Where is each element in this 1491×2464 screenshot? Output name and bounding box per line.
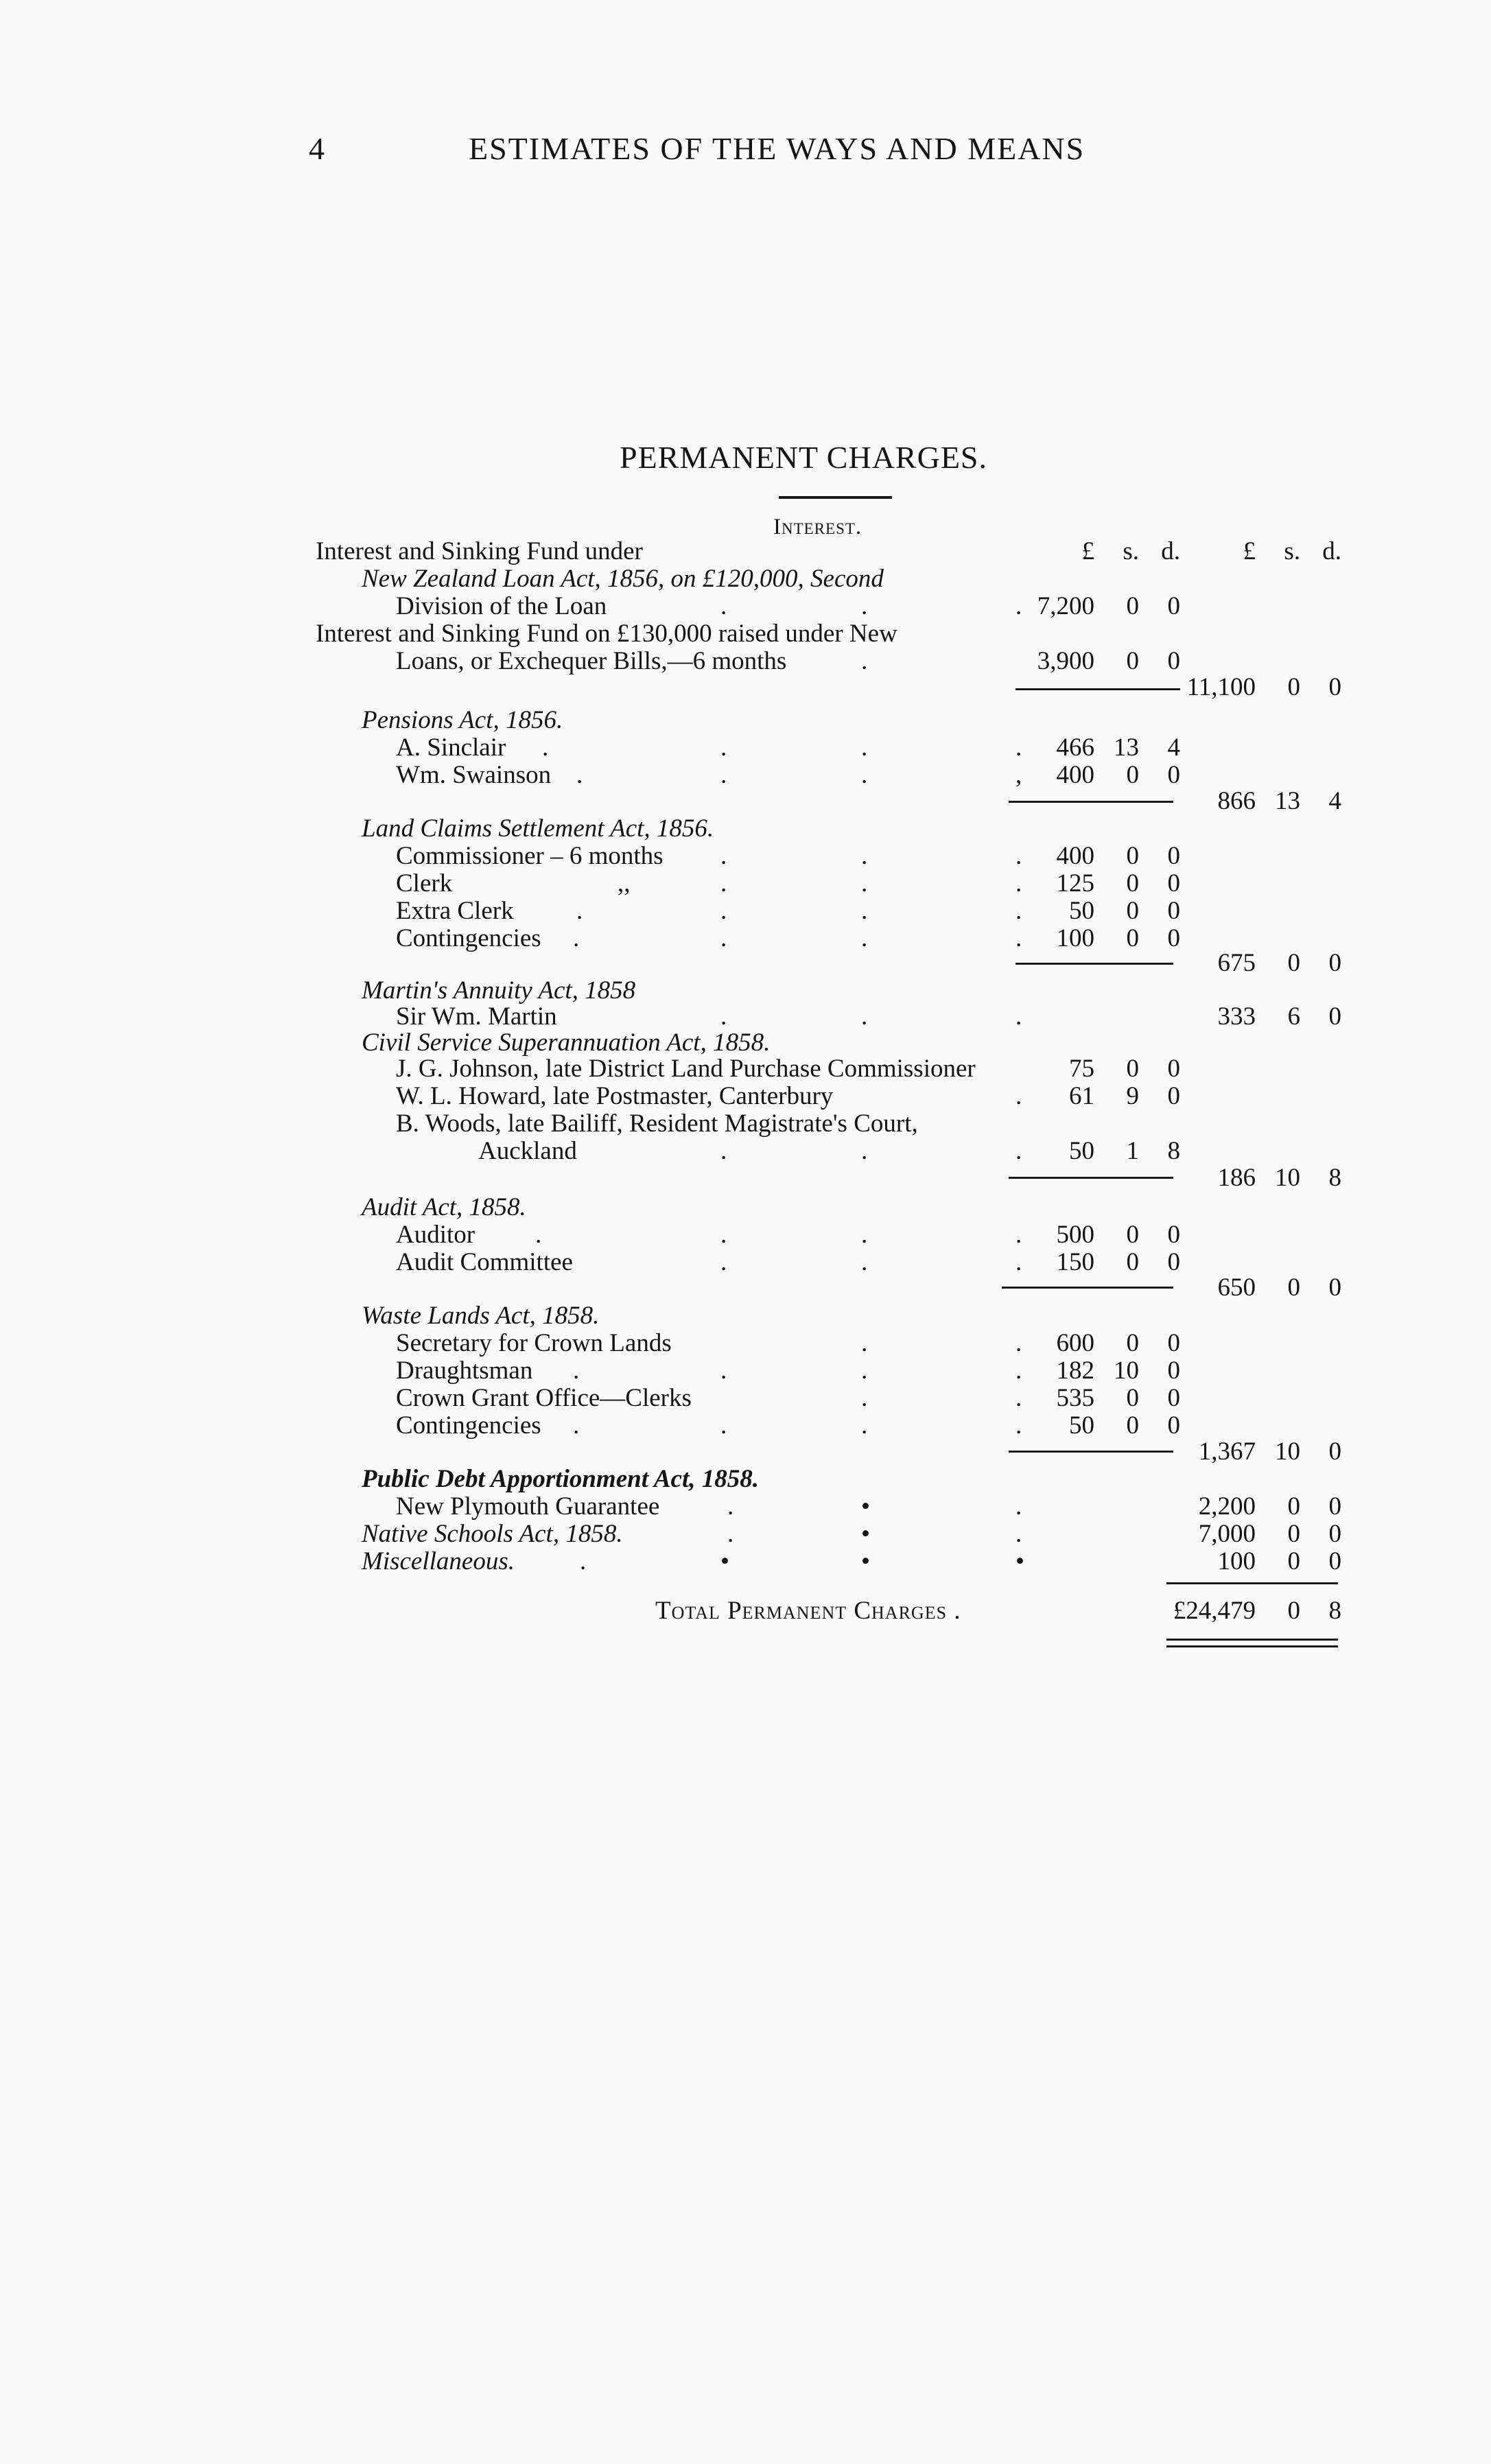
total-pence: 0 <box>1328 673 1341 701</box>
list-item: Sir Wm. Martin . . . 333 6 0 <box>396 1002 1341 1031</box>
miscellaneous-label: Miscellaneous. <box>362 1547 515 1575</box>
item-name: W. L. Howard, late Postmaster, Canterbury <box>396 1082 834 1110</box>
total-pounds: 186 <box>1217 1164 1256 1192</box>
interest-row <box>0 620 1491 648</box>
amount-shillings: 0 <box>1126 1055 1139 1083</box>
total-pounds: 866 <box>1217 787 1256 815</box>
interest-row: Division of the Loan . . . 7,200 0 0 <box>396 592 1180 620</box>
grand-total-row <box>0 1597 1491 1625</box>
amount-pounds: 125 <box>1056 869 1094 897</box>
native-schools-label: Native Schools Act, 1858. <box>362 1520 623 1548</box>
running-title: ESTIMATES OF THE WAYS AND MEANS <box>469 131 1085 166</box>
total-pence: 0 <box>1328 1520 1341 1548</box>
amount-pence: 0 <box>1167 592 1180 620</box>
list-item: Secretary for Crown Lands . . 600 0 0 <box>396 1329 1180 1357</box>
list-item: New Plymouth Guarantee . • . 2,200 0 0 <box>396 1492 1341 1521</box>
amount-pence: 0 <box>1167 842 1180 870</box>
amount-pence: 0 <box>1167 869 1180 897</box>
grand-total-rule-top <box>1166 1582 1338 1584</box>
total-shillings: 0 <box>1287 949 1300 977</box>
amount-pence: 0 <box>1167 924 1180 952</box>
amount-pounds: 50 <box>1069 1137 1094 1165</box>
ditto-mark: ,, <box>618 869 631 897</box>
total-shillings: 13 <box>1275 787 1300 815</box>
interest-row: Loans, or Exchequer Bills,—6 months . 3,900 0 0 <box>396 647 1180 675</box>
amount-pounds: 600 <box>1056 1329 1094 1357</box>
total-shillings: 6 <box>1287 1002 1300 1031</box>
amount-shillings: 0 <box>1126 1384 1139 1412</box>
list-item: Contingencies . . . . 100 0 0 <box>396 924 1180 952</box>
total-pence: 0 <box>1328 949 1341 977</box>
grand-total-pounds: £24,479 <box>1173 1597 1256 1625</box>
shillings-header: s. <box>1123 537 1139 565</box>
amount-pence: 4 <box>1167 734 1180 762</box>
total-pence: 8 <box>1328 1164 1341 1192</box>
amount-pounds: 61 <box>1069 1082 1094 1110</box>
public-debt-heading: Public Debt Apportionment Act, 1858. <box>362 1465 759 1493</box>
list-item: Clerk ,, . . . 125 0 0 <box>396 869 1180 897</box>
amount-pounds: 50 <box>1069 897 1094 925</box>
audit-total-row <box>0 1274 1491 1302</box>
amount-pence: 0 <box>1167 1248 1180 1276</box>
amount-pounds: 75 <box>1069 1055 1094 1083</box>
item-name: Auditor <box>396 1221 476 1249</box>
item-name: Crown Grant Office—Clerks <box>396 1384 692 1412</box>
pounds-header: £ <box>1081 537 1094 565</box>
list-item: Contingencies . . . . 50 0 0 <box>396 1411 1180 1440</box>
audit-heading: Audit Act, 1858. <box>362 1193 526 1221</box>
amount-shillings: 0 <box>1126 1329 1139 1357</box>
amount-pence: 0 <box>1167 1411 1180 1440</box>
amount-pounds: 500 <box>1056 1221 1094 1249</box>
amount-shillings: 0 <box>1126 842 1139 870</box>
superannuation-total-row <box>0 1164 1491 1192</box>
total-shillings: 0 <box>1287 1274 1300 1302</box>
total-pounds: 1,367 <box>1198 1438 1256 1466</box>
interest-total-row <box>0 674 1491 701</box>
amount-pence: 0 <box>1167 647 1180 675</box>
total-pence: 0 <box>1328 1002 1341 1031</box>
amount-shillings: 1 <box>1126 1137 1139 1165</box>
page-number: 4 <box>309 131 325 166</box>
interest-line-4: Interest and Sinking Fund on £130,000 raised under New <box>316 620 897 648</box>
section-heading <box>0 1029 1491 1057</box>
interest-line-2: New Zealand Loan Act, 1856, on £120,000, Second <box>362 565 884 593</box>
item-name: Audit Committee <box>396 1248 573 1276</box>
total-pounds: 650 <box>1217 1274 1256 1302</box>
item-name: Contingencies <box>396 1411 541 1440</box>
land-claims-heading: Land Claims Settlement Act, 1856. <box>362 814 714 843</box>
item-name: B. Woods, late Bailiff, Resident Magistrate's Court, <box>396 1110 918 1138</box>
list-item: Extra Clerk . . . . 50 0 0 <box>396 897 1180 925</box>
amount-pence: 0 <box>1167 761 1180 789</box>
title-rule <box>779 496 892 499</box>
total-pounds: 7,000 <box>1198 1520 1256 1548</box>
waste-lands-heading: Waste Lands Act, 1858. <box>362 1302 600 1330</box>
amount-pence: 8 <box>1167 1137 1180 1165</box>
list-item: Miscellaneous. . • • • 100 0 0 <box>362 1547 1341 1575</box>
total-pounds: 2,200 <box>1198 1492 1256 1521</box>
amount-shillings: 10 <box>1114 1357 1139 1385</box>
amount-pounds: 182 <box>1056 1357 1094 1385</box>
list-item: Audit Committee . . . 150 0 0 <box>396 1248 1180 1276</box>
amount-shillings: 0 <box>1126 897 1139 925</box>
list-item: Native Schools Act, 1858. . • . 7,000 0 0 <box>362 1520 1341 1548</box>
list-item <box>0 1110 1491 1138</box>
item-name: Contingencies <box>396 924 541 952</box>
amount-shillings: 9 <box>1126 1082 1139 1110</box>
total-pence: 0 <box>1328 1274 1341 1302</box>
grand-total-shillings: 0 <box>1287 1597 1300 1625</box>
amount-pence: 0 <box>1167 1055 1180 1083</box>
pensions-heading: Pensions Act, 1856. <box>362 706 563 734</box>
amount-pence: 0 <box>1167 1329 1180 1357</box>
amount-shillings: 0 <box>1126 647 1139 675</box>
land-claims-total-row <box>0 950 1491 977</box>
amount-pence: 0 <box>1167 1384 1180 1412</box>
total-shillings: 10 <box>1275 1438 1300 1466</box>
total-shillings: 0 <box>1287 1492 1300 1521</box>
amount-pounds: 7,200 <box>1037 592 1094 620</box>
superannuation-heading: Civil Service Superannuation Act, 1858. <box>362 1029 771 1057</box>
amount-pence: 0 <box>1167 1082 1180 1110</box>
item-name: Draughtsman <box>396 1357 533 1385</box>
section-heading <box>0 707 1491 734</box>
section-heading <box>0 1302 1491 1330</box>
total-pounds: 100 <box>1217 1547 1256 1575</box>
amount-pence: 0 <box>1167 1357 1180 1385</box>
grand-total-double-rule <box>1166 1645 1338 1647</box>
amount-pounds: 400 <box>1056 761 1094 789</box>
grand-total-pence: 8 <box>1328 1597 1341 1625</box>
total-pounds: 675 <box>1217 949 1256 977</box>
amount-shillings: 0 <box>1126 761 1139 789</box>
total-pence: 0 <box>1328 1438 1341 1466</box>
martin-heading: Martin's Annuity Act, 1858 <box>362 976 636 1005</box>
section-subheading: Interest. <box>773 515 862 539</box>
list-item: Commissioner – 6 months . . . 400 0 0 <box>396 842 1180 870</box>
total-pounds: 333 <box>1217 1002 1256 1031</box>
amount-pence: 0 <box>1167 1221 1180 1249</box>
item-name: Commissioner – 6 months <box>396 842 664 870</box>
list-item: A. Sinclair . . . . 466 13 4 <box>396 734 1180 762</box>
amount-shillings: 13 <box>1114 734 1139 762</box>
item-name: A. Sinclair <box>396 734 506 762</box>
amount-pounds: 400 <box>1056 842 1094 870</box>
section-heading <box>0 815 1491 843</box>
total-shillings: 0 <box>1287 1547 1300 1575</box>
total-pence: 4 <box>1328 787 1341 815</box>
pence-header: d. <box>1322 537 1341 565</box>
amount-shillings: 0 <box>1126 1221 1139 1249</box>
amount-pounds: 535 <box>1056 1384 1094 1412</box>
item-name: Extra Clerk <box>396 897 514 925</box>
amount-pence: 0 <box>1167 897 1180 925</box>
amount-pounds: 50 <box>1069 1411 1094 1440</box>
section-heading <box>0 1466 1491 1493</box>
currency-header-row <box>0 538 1491 565</box>
list-item: Crown Grant Office—Clerks . . 535 0 0 <box>396 1384 1180 1412</box>
shillings-header: s. <box>1284 537 1300 565</box>
list-item: W. L. Howard, late Postmaster, Canterbury . 61 9 0 <box>396 1082 1180 1110</box>
total-shillings: 10 <box>1275 1164 1300 1192</box>
amount-pounds: 150 <box>1056 1248 1094 1276</box>
list-item: Draughtsman . . . . 182 10 0 <box>396 1357 1180 1385</box>
item-name-continued: Auckland <box>478 1137 577 1165</box>
total-pence: 0 <box>1328 1547 1341 1575</box>
page-title: PERMANENT CHARGES. <box>620 440 987 475</box>
item-name: Sir Wm. Martin <box>396 1002 557 1031</box>
item-name: Secretary for Crown Lands <box>396 1329 672 1357</box>
section-heading <box>0 1194 1491 1221</box>
grand-total-label: Total Permanent Charges . <box>655 1597 961 1625</box>
item-name: Wm. Swainson <box>396 761 552 789</box>
amount-shillings: 0 <box>1126 869 1139 897</box>
amount-pounds: 466 <box>1056 734 1094 762</box>
pensions-total-row <box>0 788 1491 815</box>
total-shillings: 0 <box>1287 1520 1300 1548</box>
interest-line-3: Division of the Loan <box>396 592 607 620</box>
interest-line-1: Interest and Sinking Fund under <box>316 537 643 565</box>
item-name: New Plymouth Guarantee <box>396 1492 660 1521</box>
item-name: Clerk <box>396 869 453 897</box>
amount-shillings: 0 <box>1126 1248 1139 1276</box>
pence-header: d. <box>1161 537 1180 565</box>
amount-shillings: 0 <box>1126 924 1139 952</box>
total-pounds: 11,100 <box>1186 673 1256 701</box>
item-name: J. G. Johnson, late District Land Purchase Commissioner <box>396 1055 976 1083</box>
amount-pounds: 3,900 <box>1037 647 1094 675</box>
pounds-header: £ <box>1243 537 1256 565</box>
list-item: Auckland . . . 50 1 8 <box>478 1137 1180 1165</box>
section-heading <box>0 977 1491 1005</box>
list-item <box>0 1055 1491 1083</box>
total-shillings: 0 <box>1287 673 1300 701</box>
list-item: Auditor . . . . 500 0 0 <box>396 1221 1180 1249</box>
total-pence: 0 <box>1328 1492 1341 1521</box>
amount-shillings: 0 <box>1126 1411 1139 1440</box>
amount-shillings: 0 <box>1126 592 1139 620</box>
waste-lands-total-row <box>0 1438 1491 1466</box>
interest-row <box>0 565 1491 593</box>
grand-total-double-rule <box>1166 1639 1338 1641</box>
list-item: Wm. Swainson . . . , 400 0 0 <box>396 761 1180 789</box>
amount-pounds: 100 <box>1056 924 1094 952</box>
interest-line-5: Loans, or Exchequer Bills,—6 months <box>396 647 787 675</box>
